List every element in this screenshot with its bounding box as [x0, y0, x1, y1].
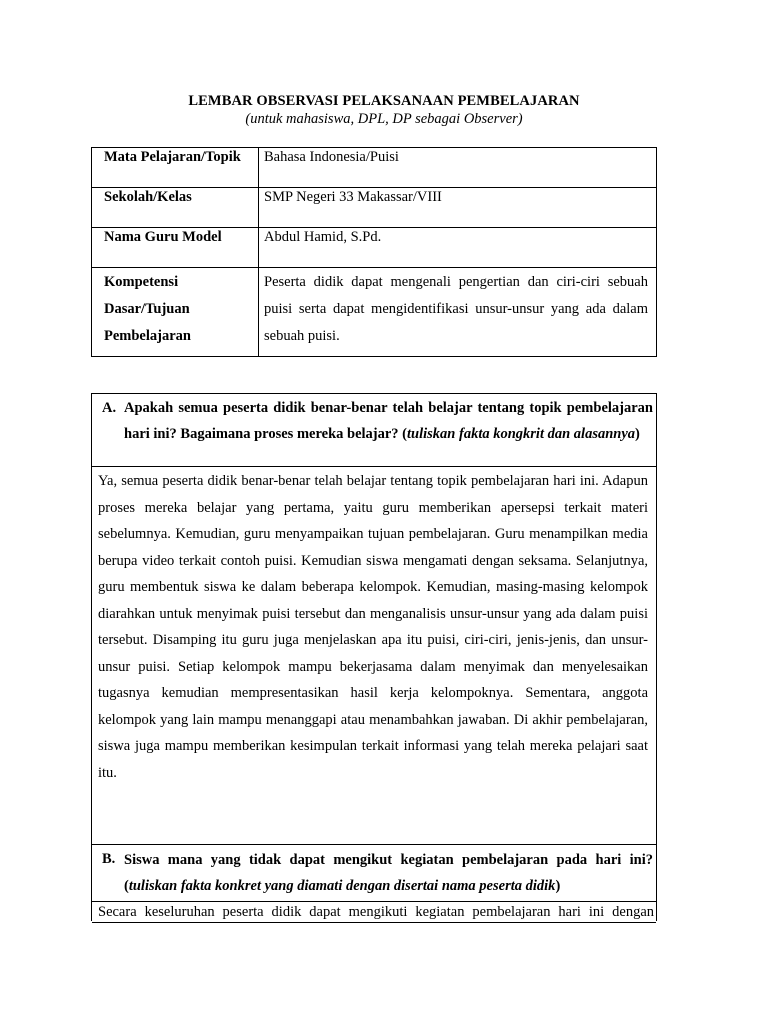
info-label-line: Dasar/Tujuan — [104, 301, 190, 317]
info-label: Nama Guru Model — [92, 228, 259, 268]
info-label-line: Kompetensi — [104, 274, 179, 290]
document-subtitle: (untuk mahasiswa, DPL, DP sebagai Observer) — [245, 111, 523, 127]
info-row-subject — [92, 148, 657, 188]
info-label — [92, 268, 259, 357]
info-label: Mata Pelajaran/Topik — [92, 148, 259, 188]
question-text: Apakah semua peserta didik benar-benar telah belajar tentang topik pembelajaran hari ini? Bagaimana proses mereka belajar? ( — [124, 400, 653, 442]
info-row-competency — [92, 268, 657, 357]
info-value: SMP Negeri 33 Makassar/VIII — [259, 188, 657, 228]
question-text: Siswa mana yang tidak dapat mengikut kegiatan pembelajaran pada hari ini? ( — [124, 852, 653, 894]
answer-a: Ya, semua peserta didik benar-benar telah belajar tentang topik pembelajaran hari ini. Adapun proses mereka belajar yang pertama, yaitu guru memberikan apersepsi terkait materi sebelumnya. Kemudian, guru menyampaikan tujuan pembelajaran. Guru menampilkan media berupa video terkait contoh puisi. Kemudian siswa mengamati dengan seksama. Selanjutnya, guru membentuk siswa ke dalam beberapa kelompok. Kemudian, masing-masing kelompok diarahkan untuk menyimak puisi tersebut dan menganalisis unsur-unsur yang ada dalam puisi tersebut. Disamping itu guru juga menjelaskan apa itu puisi, ciri-ciri, jenis-jenis, dan unsur-unsur puisi. Setiap kelompok mampu bekerjasama dalam menyimak dan menyelesaikan tugasnya kemudian mempresentasikan hasil kerja kelompoknya. Sementara, anggota kelompok yang lain mampu menanggapi atau menambahkan jawaban. Di akhir pembelajaran, siswa juga mampu memberikan kesimpulan terkait informasi yang telah mereka pelajari saat itu. — [92, 467, 656, 845]
info-table — [91, 147, 657, 357]
answer-b: Secara keseluruhan peserta didik dapat mengikuti kegiatan pembelajaran hari ini dengan — [92, 902, 656, 923]
question-hint: tuliskan fakta kongkrit dan alasannya — [407, 426, 636, 442]
question-hint: tuliskan fakta konkret yang diamati dengan disertai nama peserta didik — [128, 878, 556, 894]
question-letter: A. — [102, 400, 117, 416]
info-value: Peserta didik dapat mengenali pengertian dan ciri-ciri sebuah puisi serta dapat mengidentifikasi unsur-unsur yang ada dalam sebuah puisi. — [259, 268, 657, 357]
info-label: Sekolah/Kelas — [92, 188, 259, 228]
info-value: Abdul Hamid, S.Pd. — [259, 228, 657, 268]
info-label-line: Pembelajaran — [104, 328, 191, 344]
info-value: Bahasa Indonesia/Puisi — [259, 148, 657, 188]
document-title: LEMBAR OBSERVASI PELAKSANAAN PEMBELAJARAN — [188, 93, 580, 109]
question-b — [92, 845, 656, 902]
question-close: ) — [635, 426, 640, 442]
question-close: ) — [555, 878, 561, 894]
observation-table — [91, 393, 657, 921]
question-a — [92, 394, 656, 467]
info-row-school — [92, 188, 657, 228]
question-letter: B. — [102, 851, 116, 867]
info-row-teacher — [92, 228, 657, 268]
